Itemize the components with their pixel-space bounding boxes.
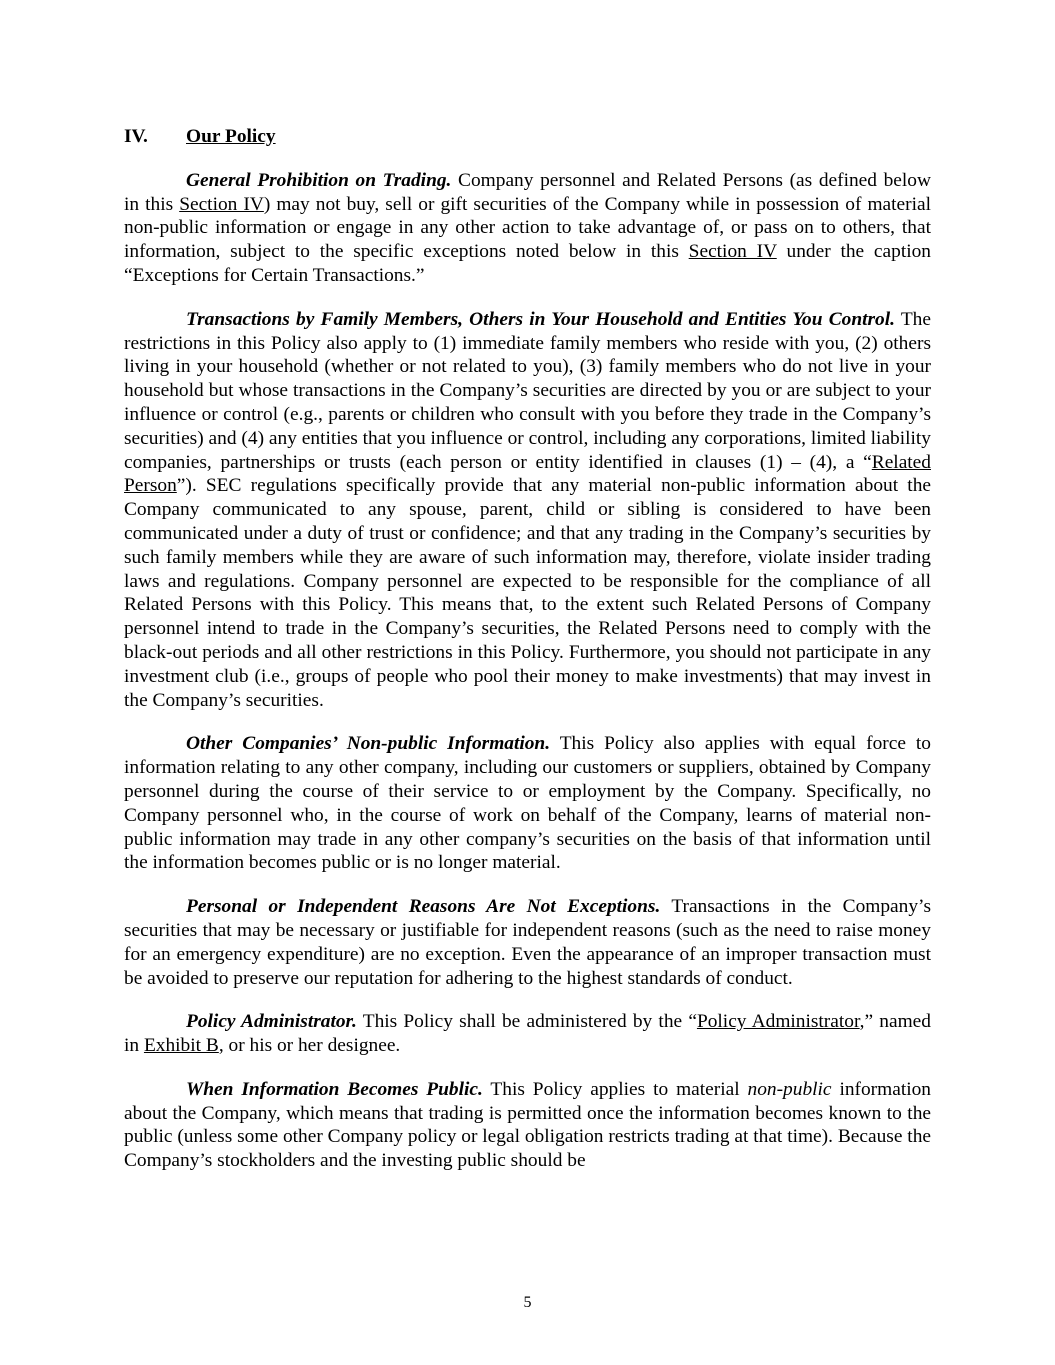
paragraph-text: ”). SEC regulations specifically provide that any material non-public information about the Company communicated to any spouse, parent, child or sibling is considered to have been communicated under a duty of trust or confidence; and that any trading in the Company’s securities by such family members while they are aware of such information may, therefore, violate insider trading laws and regulations. Company personnel are expected to be responsible for the compliance of all Related Persons with this Policy. This means that, to the extent such Related Persons of Company personnel intend to trade in the Company’s securities, the Related Persons need to comply with the black-out periods and all other restrictions in this Policy. Furthermore, you should not participate in any investment club (i.e., groups of people who pool their money to make investments) that may invest in the Company’s securities. bbox=[124, 475, 931, 711]
section-title: Our Policy bbox=[186, 126, 276, 147]
paragraph-text: information about the Company, which means that trading is permitted once the information becomes known to the public (unless some other Company policy or legal obligation restricts trading at that time). Because the Company’s stockholders and the investing public should be bbox=[124, 1078, 931, 1172]
paragraph-text: , or his or her designee. bbox=[218, 1035, 401, 1057]
section-number: IV. bbox=[124, 126, 148, 147]
exhibit-reference: Exhibit B bbox=[143, 1035, 219, 1057]
paragraph-text: The restrictions in this Policy also apply to (1) immediate family members who reside with you, (2) others living in your household (whether or not related to you), (3) family members who do not live in your household but whose transactions in the Company’s securities are directed by you or are subject to your influence or control (e.g., parents or children who consult with you before they trade in the Company’s securities) and (4) any entities that you influence or control, including any corporations, limited liability companies, partnerships or trusts (each person or entity identified in clauses (1) – (4), a “ bbox=[124, 308, 931, 473]
paragraph-lead: Other Companies’ Non-public Information. bbox=[186, 733, 551, 755]
document-page bbox=[124, 125, 931, 1193]
section-reference: Section IV bbox=[179, 193, 264, 215]
section-reference: Section IV bbox=[688, 241, 777, 263]
paragraph-personal-reasons bbox=[124, 895, 931, 990]
paragraph-general-prohibition bbox=[124, 169, 931, 288]
paragraph-text: ) may not buy, sell or gift securities of the Company while in possession of material non-public information or engage in any other action to take advantage of, or pass on to others, that information, subject to the specific exceptions noted below in this bbox=[124, 193, 931, 263]
page-number: 5 bbox=[523, 1294, 532, 1311]
paragraph-text: This Policy applies to material bbox=[482, 1078, 748, 1100]
paragraph-policy-administrator bbox=[124, 1010, 931, 1058]
paragraph-other-companies bbox=[124, 732, 931, 875]
paragraph-family-members bbox=[124, 308, 931, 713]
paragraph-text: Transactions in the Company’s securities that may be necessary or justifiable for independent reasons (such as the need to raise money for an emergency expenditure) are no exception. Even the appearance of an improper transaction must be avoided to preserve our reputation for adhering to the highest standards of conduct. bbox=[124, 896, 931, 989]
paragraph-lead: Transactions by Family Members, Others in Your Household and Entities You Control. bbox=[186, 308, 895, 330]
paragraph-lead: General Prohibition on Trading. bbox=[186, 169, 452, 191]
defined-term: Related Person bbox=[124, 451, 931, 497]
paragraph-lead: Policy Administrator. bbox=[186, 1011, 357, 1033]
defined-term: Policy Administrator bbox=[696, 1011, 860, 1033]
paragraph-text: This Policy also applies with equal force to information relating to any other company, including our customers or suppliers, obtained by Company personnel during the course of their service to or employment by the Company. Specifically, no Company personnel who, in the course of work on behalf of the Company, learns of material non-public information may trade in any other company’s securities on the basis of that information until the information becomes public or is no longer material. bbox=[124, 733, 931, 874]
paragraph-information-public bbox=[124, 1078, 931, 1173]
paragraph-text: under the caption “Exceptions for Certain Transactions.” bbox=[124, 241, 931, 286]
paragraph-text: ,” named in bbox=[124, 1011, 931, 1057]
paragraph-text: Company personnel and Related Persons (as defined below in this bbox=[124, 169, 931, 215]
emphasized-term: non-public bbox=[747, 1078, 832, 1100]
paragraph-text: This Policy shall be administered by the “ bbox=[356, 1011, 697, 1033]
paragraph-lead: When Information Becomes Public. bbox=[186, 1078, 483, 1100]
section-heading bbox=[124, 125, 931, 149]
paragraph-lead: Personal or Independent Reasons Are Not Exceptions. bbox=[186, 896, 661, 918]
